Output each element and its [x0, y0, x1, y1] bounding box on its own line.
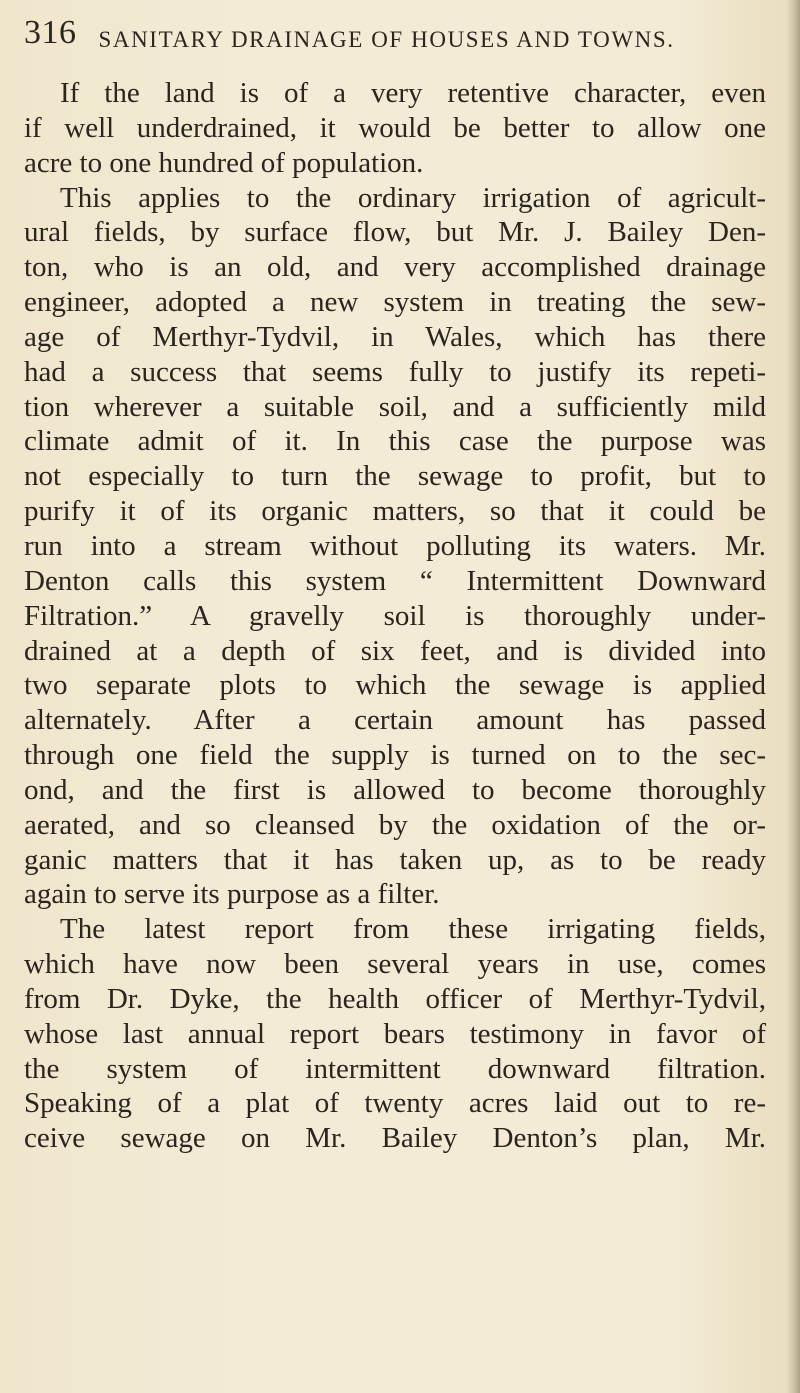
text-line: had a success that seems fully to justify its repeti-	[24, 355, 766, 388]
text-line: not especially to turn the sewage to profit, but to	[24, 460, 766, 493]
text-line: age of Merthyr-Tydvil, in Wales, which has there	[24, 320, 766, 353]
text-line: ganic matters that it has taken up, as to be ready	[24, 843, 766, 876]
text-line: alternately. After a certain amount has passed	[24, 704, 766, 737]
text-line: acre to one hundred of population.	[24, 146, 424, 179]
text-line: again to serve its purpose as a filter.	[24, 878, 440, 911]
text-line: drained at a depth of six feet, and is divided into	[24, 634, 766, 667]
text-line: Filtration.” A gravelly soil is thoroughly under-	[24, 599, 766, 632]
text-line: ceive sewage on Mr. Bailey Denton’s plan, Mr.	[24, 1122, 766, 1155]
text-line: ton, who is an old, and very accomplished drainage	[24, 251, 766, 284]
text-line: climate admit of it. In this case the purpose was	[24, 425, 766, 458]
text-line: which have now been several years in use, comes	[24, 948, 766, 981]
text-line: Speaking of a plat of twenty acres laid out to re-	[24, 1087, 766, 1120]
text-line: This applies to the ordinary irrigation of agricult-	[60, 181, 766, 214]
text-line: If the land is of a very retentive character, even	[60, 77, 766, 109]
text-line: two separate plots to which the sewage is applied	[24, 669, 766, 702]
text-line: ural fields, by surface flow, but Mr. J. Bailey Den-	[24, 216, 766, 249]
text-line: The latest report from these irrigating fields,	[60, 913, 766, 946]
text-line: if well underdrained, it would be better to allow one	[24, 111, 766, 144]
page-number: 316	[24, 14, 77, 51]
body-text	[24, 76, 766, 1156]
text-line: ond, and the first is allowed to become thoroughly	[24, 773, 766, 806]
text-line: purify it of its organic matters, so that it could be	[24, 495, 766, 528]
text-line: through one field the supply is turned on to the sec-	[24, 739, 766, 772]
text-line: aerated, and so cleansed by the oxidation of the or-	[24, 808, 766, 841]
text-line: Denton calls this system “ Intermittent Downward	[24, 564, 766, 597]
running-head	[24, 14, 764, 74]
page-edge-shadow	[786, 0, 800, 1393]
text-line: engineer, adopted a new system in treating the sew-	[24, 286, 766, 319]
running-title: SANITARY DRAINAGE OF HOUSES AND TOWNS.	[98, 27, 675, 52]
text-line: run into a stream without polluting its waters. Mr.	[24, 529, 766, 562]
text-line: tion wherever a suitable soil, and a sufficiently mild	[24, 390, 766, 423]
text-line: whose last annual report bears testimony in favor of	[24, 1017, 766, 1050]
text-line: the system of intermittent downward filtration.	[24, 1052, 766, 1085]
text-line: from Dr. Dyke, the health officer of Merthyr-Tydvil,	[24, 982, 766, 1015]
